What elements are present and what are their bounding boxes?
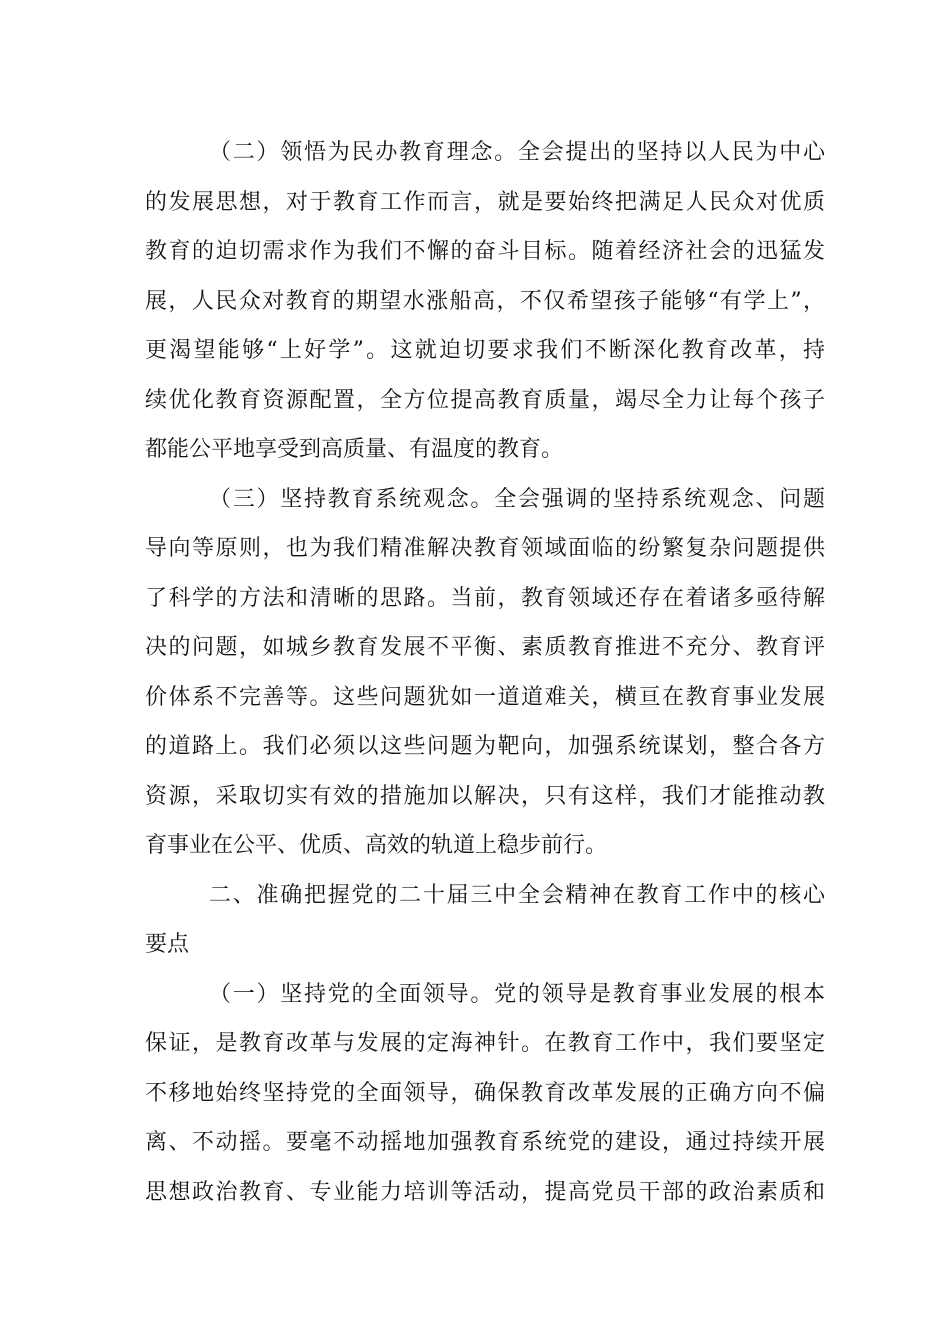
paragraph-line: 续优化教育资源配置，全方位提高教育质量，竭尽全力让每个孩子 xyxy=(145,387,825,413)
paragraph-line: 导向等原则，也为我们精准解决教育领域面临的纷繁复杂问题提供 xyxy=(145,536,825,561)
paragraph-line: 的道路上。我们必须以这些问题为靶向，加强系统谋划，整合各方 xyxy=(145,734,825,759)
paragraph-line: 不移地始终坚持党的全面领导，确保教育改革发展的正确方向不偏 xyxy=(145,1080,825,1106)
paragraph-line: （一）坚持党的全面领导。党的领导是教育事业发展的根本 xyxy=(209,981,825,1007)
paragraph-line: 决的问题，如城乡教育发展不平衡、素质教育推进不充分、教育评 xyxy=(145,635,825,660)
paragraph-line: 更渴望能够“上好学”。这就迫切要求我们不断深化教育改革，持 xyxy=(145,338,825,363)
section-heading-line: 要点 xyxy=(145,932,190,957)
paragraph-line: 价体系不完善等。这些问题犹如一道道难关，横亘在教育事业发展 xyxy=(145,684,825,710)
paragraph-line: 资源，采取切实有效的措施加以解决，只有这样，我们才能推动教 xyxy=(145,783,825,809)
paragraph-line: 思想政治教育、专业能力培训等活动，提高党员干部的政治素质和 xyxy=(145,1179,825,1205)
paragraph-line: （二）领悟为民办教育理念。全会提出的坚持以人民为中心 xyxy=(209,140,825,165)
paragraph-line: 展，人民众对教育的期望水涨船高，不仅希望孩子能够“有学上”， xyxy=(145,288,825,314)
paragraph-line: 的发展思想，对于教育工作而言，就是要始终把满足人民众对优质 xyxy=(145,189,825,215)
paragraph-line: 保证，是教育改革与发展的定海神针。在教育工作中，我们要坚定 xyxy=(145,1031,825,1056)
paragraph-line: 都能公平地享受到高质量、有温度的教育。 xyxy=(145,437,564,462)
paragraph-line: 了科学的方法和清晰的思路。当前，教育领域还存在着诸多亟待解 xyxy=(145,585,825,611)
section-heading-line: 二、准确把握党的二十届三中全会精神在教育工作中的核心 xyxy=(209,882,825,908)
paragraph-line: 育事业在公平、优质、高效的轨道上稳步前行。 xyxy=(145,833,608,858)
paragraph-line: 教育的迫切需求作为我们不懈的奋斗目标。随着经济社会的迅猛发 xyxy=(145,239,825,264)
paragraph-line: （三）坚持教育系统观念。全会强调的坚持系统观念、问题 xyxy=(209,486,825,512)
paragraph-line: 离、不动摇。要毫不动摇地加强教育系统党的建设，通过持续开展 xyxy=(145,1130,825,1155)
document-body xyxy=(145,128,825,1217)
